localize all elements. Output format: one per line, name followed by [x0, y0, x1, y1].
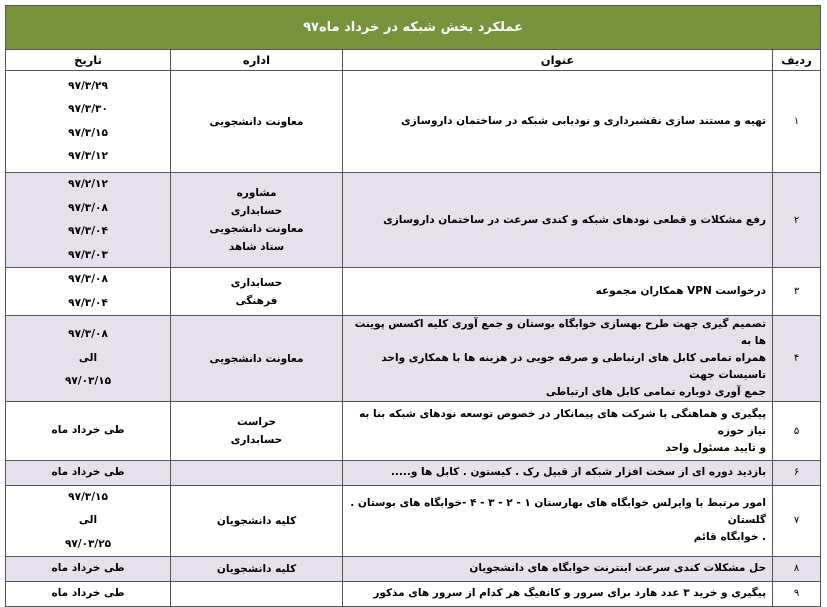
row-number: ۴ [773, 316, 821, 402]
row-department [171, 268, 343, 316]
department-line: معاونت دانشجویی [209, 352, 304, 365]
date-line: ۹۷/۳/۳۰ [68, 103, 108, 115]
date-line: ۹۷/۳/۰۸ [68, 273, 108, 285]
date-line: ۹۷/۳/۲۹ [68, 79, 108, 92]
department-line: حراست [236, 416, 277, 428]
row-dates [6, 173, 171, 268]
row-subject [343, 402, 773, 461]
subject-line: جمع آوری دوباره تمامی کابل های ارتباطی [545, 386, 767, 398]
row-dates [6, 402, 171, 461]
header-date: تاریخ [6, 50, 171, 71]
row-dates [6, 581, 171, 606]
date-line: ۹۷/۳/۱۵ [68, 126, 108, 139]
row-subject [343, 461, 773, 486]
row-number: ۳ [773, 268, 821, 316]
date-line: الی [78, 351, 98, 364]
row-number: ۱ [773, 71, 821, 173]
date-line: طی خرداد ماه [51, 466, 125, 478]
date-line: ۹۷/۳/۰۳ [68, 248, 108, 261]
row-number: ۲ [773, 173, 821, 268]
date-line: ۹۷/۳/۰۸ [68, 328, 108, 341]
row-dates [6, 268, 171, 316]
subject-line: درخواست VPN همکاران مجموعه [595, 285, 767, 297]
row-number: ۸ [773, 557, 821, 582]
row-department [171, 402, 343, 461]
subject-line: رفع مشکلات و قطعی نودهای شبکه و کندی سرعت در ساختمان داروسازی [383, 213, 767, 226]
header-row [6, 50, 821, 71]
date-line: ۹۷/۰۳/۱۵ [64, 375, 112, 388]
row-department [171, 461, 343, 486]
date-line: ۹۷/۳/۱۵ [68, 490, 108, 503]
row-number: ۷ [773, 485, 821, 557]
department-line: ستاد شاهد [228, 241, 285, 253]
row-subject [343, 485, 773, 557]
department-line: معاونت دانشجویی [209, 115, 304, 128]
subject-line: تصمیم گیری جهت طرح بهسازی خوابگاه بوستان و جمع آوری کلیه اکسس پوینت ها به [354, 318, 767, 347]
row-department [171, 581, 343, 606]
table-row [6, 557, 821, 582]
row-department [171, 316, 343, 402]
date-line: ۹۷/۳/۰۸ [68, 201, 108, 214]
subject-line: و تایید مسئول واحد [665, 441, 767, 454]
table-row [6, 402, 821, 461]
table-row [6, 316, 821, 402]
row-subject [343, 173, 773, 268]
department-line: فرهنگی [235, 294, 278, 307]
date-line: طی خرداد ماه [51, 424, 125, 437]
table-row [6, 173, 821, 268]
subject-line: امور مرتبط با وایرلس خوابگاه های بهارستان ۱ - ۲ - ۳ - ۴ -خوابگاه های بوستان . گلستان [350, 497, 767, 527]
department-line: حسابداری [230, 434, 283, 446]
department-line: کلیه دانشجویان [216, 562, 297, 575]
subject-line: . خوابگاه قائم [693, 531, 767, 544]
date-line: ۹۷/۳/۱۲ [68, 150, 108, 162]
date-line: ۹۷/۰۳/۲۵ [64, 537, 112, 550]
table-row [6, 461, 821, 486]
table-row [6, 485, 821, 557]
row-subject [343, 581, 773, 606]
table-row [6, 71, 821, 173]
row-subject [343, 268, 773, 316]
row-dates [6, 557, 171, 582]
table-row [6, 581, 821, 606]
row-subject [343, 316, 773, 402]
subject-line: پیگیری و خرید ۳ عدد هارد برای سرور و کانفیگ هر کدام از سرور های مذکور [373, 587, 767, 599]
row-subject [343, 557, 773, 582]
subject-line: همراه تمامی کابل های ارتباطی و صرفه جویی در هزینه ها با همکاری واحد تاسیسات جهت [381, 352, 767, 381]
row-department [171, 173, 343, 268]
header-subject: عنوان [343, 50, 773, 71]
row-number: ۵ [773, 402, 821, 461]
department-line: حسابداری [230, 205, 283, 217]
date-line: طی خرداد ماه [51, 562, 125, 574]
row-dates [6, 71, 171, 173]
table-row [6, 268, 821, 316]
row-dates [6, 461, 171, 486]
row-department [171, 557, 343, 582]
department-line: حسابداری [230, 276, 283, 289]
subject-line: حل مشکلات کندی سرعت اینترنت خوابگاه های دانشجویان [469, 562, 767, 575]
table-body [6, 71, 821, 607]
header-row-number: ردیف [773, 50, 821, 71]
row-department [171, 485, 343, 557]
row-dates [6, 316, 171, 402]
department-line: کلیه دانشجویان [216, 514, 297, 527]
subject-line: بازدید دوره ای از سخت افزار شبکه از قبیل رک . کیستون . کابل ها و..... [390, 466, 767, 479]
row-dates [6, 485, 171, 557]
row-subject [343, 71, 773, 173]
date-line: ۹۷/۳/۰۴ [68, 225, 108, 237]
header-department: اداره [171, 50, 343, 71]
date-line: الی [78, 514, 98, 526]
date-line: ۹۷/۲/۱۲ [68, 178, 108, 190]
report-title: عملکرد بخش شبکه در خرداد ماه۹۷ [6, 6, 821, 50]
row-number: ۹ [773, 581, 821, 606]
date-line: طی خرداد ماه [51, 586, 125, 599]
subject-line: پیگیری و هماهنگی با شرکت های پیمانکار در خصوص توسعه نودهای شبکه بنا به نیاز حوزه [359, 407, 767, 437]
department-line: معاونت دانشجویی [209, 223, 304, 235]
report-table [5, 5, 821, 607]
row-department [171, 71, 343, 173]
department-line: مشاوره [236, 187, 277, 199]
date-line: ۹۷/۳/۰۴ [68, 296, 108, 309]
subject-line: تهیه و مستند سازی نقشبرداری و نودیابی شبکه در ساختمان داروسازی [401, 115, 767, 127]
row-number: ۶ [773, 461, 821, 486]
